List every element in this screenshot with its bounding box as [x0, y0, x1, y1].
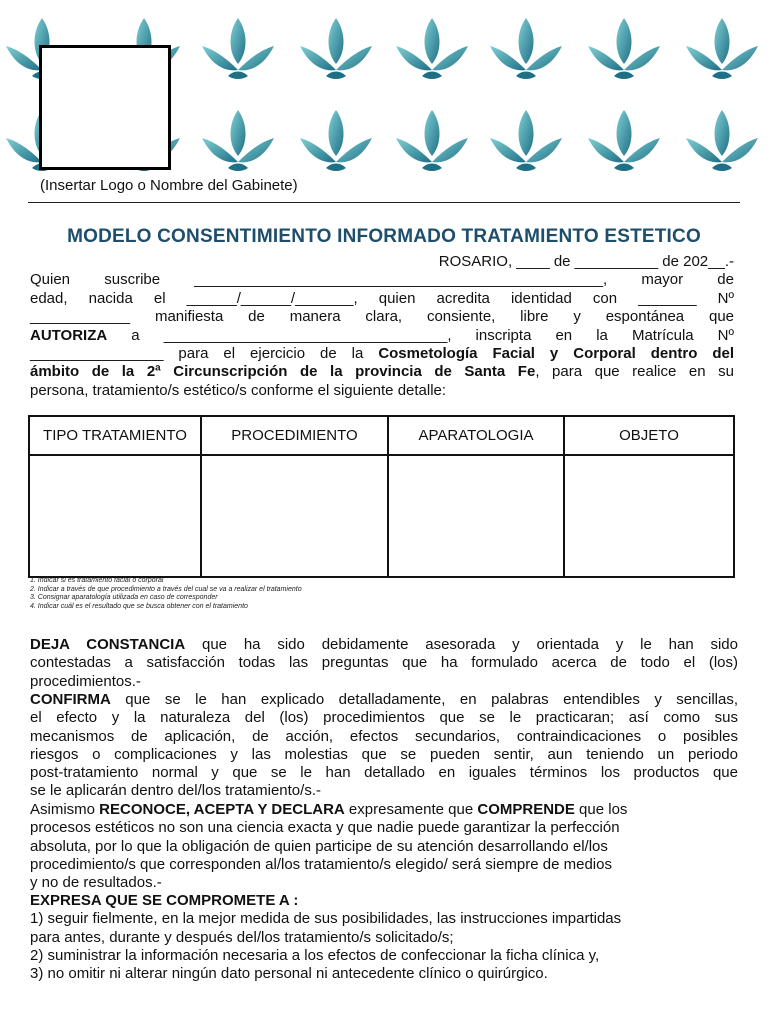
paragraph-line: procedimiento/s que corresponden al/los tratamiento/s elegido/ será siempre de medios: [30, 855, 612, 873]
logo-placeholder[interactable]: [39, 45, 171, 170]
lotus-leaf-icon: [198, 14, 278, 86]
list-item: 2) suministrar la información necesaria a los efectos de confeccionar la ficha clínica y,: [30, 946, 600, 964]
paragraph-text: expresamente que: [344, 801, 478, 818]
compromete-heading: [30, 892, 738, 910]
paragraph-line: [30, 636, 738, 654]
paragraph-line: contestadas a satisfacción todas las preguntas que ha formulado acerca de todo el (los): [30, 654, 738, 672]
circunscripcion-label: ámbito de la 2ª Circunscripción de la provincia de Santa Fe: [30, 363, 536, 381]
lotus-leaf-icon: [486, 14, 566, 86]
list-item: para antes, durante y después del/los tratamiento/s solicitado/s;: [30, 928, 454, 946]
lotus-leaf-icon: [584, 14, 664, 86]
header-divider: [28, 202, 740, 203]
footnote: 2. Indicar a través de que procedimiento a través del cual se va a realizar el tratamiento: [30, 585, 302, 593]
paragraph-line: absoluta, por lo que la obligación de quien participe de su atención desarrollando el/los: [30, 837, 608, 855]
compromete-label: EXPRESA QUE SE COMPROMETE A :: [30, 892, 299, 909]
footnote: 1. Indicar si es tratamiento facial o corporal: [30, 577, 164, 584]
column-header-procedimiento: PROCEDIMIENTO: [201, 416, 388, 455]
paragraph-text: que los: [574, 801, 628, 818]
reconoce-label: RECONOCE, ACEPTA Y DECLARA: [99, 801, 345, 818]
cell-tipo-tratamiento[interactable]: [29, 455, 201, 577]
treatment-table: [28, 415, 735, 578]
intro-line: persona, tratamiento/s estético/s conforme el siguiente detalle:: [30, 381, 447, 399]
table-row: [29, 455, 734, 577]
lotus-leaf-icon: [198, 106, 278, 178]
column-header-aparatologia: APARATOLOGIA: [388, 416, 564, 455]
lotus-leaf-icon: [392, 106, 472, 178]
paragraph-line: [30, 691, 738, 709]
intro-line: [30, 345, 734, 363]
intro-line: [30, 327, 734, 345]
deja-constancia-label: DEJA CONSTANCIA: [30, 636, 186, 653]
footnote: 3. Consignar aparatología utilizada en caso de corresponder: [30, 594, 218, 602]
cell-procedimiento[interactable]: [201, 455, 388, 577]
intro-text: a __________________________________, inscripta en la Matrícula Nº: [107, 326, 734, 344]
paragraph-line: riesgos o complicaciones y las molestias que se pueden sentir, aun teniendo un periodo: [30, 745, 738, 763]
intro-line: [30, 363, 734, 381]
paragraph-text: Asimismo: [30, 801, 100, 818]
lotus-leaf-icon: [296, 106, 376, 178]
footnote: 4. Indicar cuál es el resultado que se busca obtener con el tratamiento: [30, 602, 248, 610]
paragraph-line: el efecto y la naturaleza del (los) procedimientos que se le practicaran; así como sus: [30, 709, 738, 727]
lotus-leaf-icon: [682, 14, 762, 86]
lotus-leaf-icon: [682, 106, 762, 178]
intro-line: Quien suscribe _________________________________________________, mayor de: [30, 271, 734, 289]
compromete-section: [30, 892, 738, 983]
column-header-tipo: TIPO TRATAMIENTO: [29, 416, 201, 455]
reconoce-section: [30, 801, 738, 892]
paragraph-line: procedimientos.-: [30, 672, 141, 690]
footnotes: [30, 577, 360, 611]
lotus-leaf-icon: [296, 14, 376, 86]
deja-constancia-section: [30, 636, 738, 691]
confirma-label: CONFIRMA: [30, 691, 111, 708]
logo-caption: (Insertar Logo o Nombre del Gabinete): [40, 177, 298, 194]
table-header-row: [29, 416, 734, 455]
cell-aparatologia[interactable]: [388, 455, 564, 577]
paragraph-line: [30, 801, 738, 819]
paragraph-line: se le aplicarán dentro del/los tratamiento/s.-: [30, 782, 321, 800]
document-title: MODELO CONSENTIMIENTO INFORMADO TRATAMIENTO ESTETICO: [67, 226, 701, 247]
column-header-objeto: OBJETO: [564, 416, 734, 455]
header-banner: [0, 0, 768, 200]
lotus-leaf-icon: [486, 106, 566, 178]
paragraph-text: que ha sido debidamente asesorada y orientada y le han sido: [185, 636, 738, 653]
autoriza-label: AUTORIZA: [30, 326, 108, 344]
cosmetologia-label: Cosmetología Facial y Corporal dentro del: [378, 345, 734, 363]
confirma-section: [30, 691, 738, 801]
lotus-leaf-icon: [584, 106, 664, 178]
comprende-label: COMPRENDE: [477, 801, 575, 818]
lotus-leaf-icon: [392, 14, 472, 86]
intro-text: , para que realice en su: [535, 363, 734, 381]
paragraph-text: que se le han explicado detalladamente, en palabras entendibles y sencillas,: [110, 691, 738, 708]
intro-text: ________________ para el ejercicio de la: [30, 345, 379, 363]
paragraph-line: y no de resultados.-: [30, 874, 162, 892]
list-item: 3) no omitir ni alterar ningún dato personal ni antecedente clínico o quirúrgico.: [30, 965, 548, 983]
intro-line: edad, nacida el ______/______/_______, quien acredita identidad con _______ Nº: [30, 289, 734, 307]
list-item: 1) seguir fielmente, en la mejor medida de sus posibilidades, las instrucciones impartidas: [30, 910, 622, 928]
paragraph-line: procesos estéticos no son una ciencia exacta y que nadie puede garantizar la perfección: [30, 819, 620, 837]
intro-line: ____________ manifiesta de manera clara, consiente, libre y espontánea que: [30, 308, 734, 326]
paragraph-line: post-tratamiento normal y que se le han detallado en iguales términos los productos que: [30, 764, 738, 782]
intro-paragraph: [30, 253, 734, 400]
cell-objeto[interactable]: [564, 455, 734, 577]
date-line[interactable]: ROSARIO, ____ de __________ de 202__.-: [438, 253, 734, 270]
paragraph-line: mecanismos de aplicación, de acción, efectos secundarios, contraindicaciones o posibles: [30, 727, 738, 745]
